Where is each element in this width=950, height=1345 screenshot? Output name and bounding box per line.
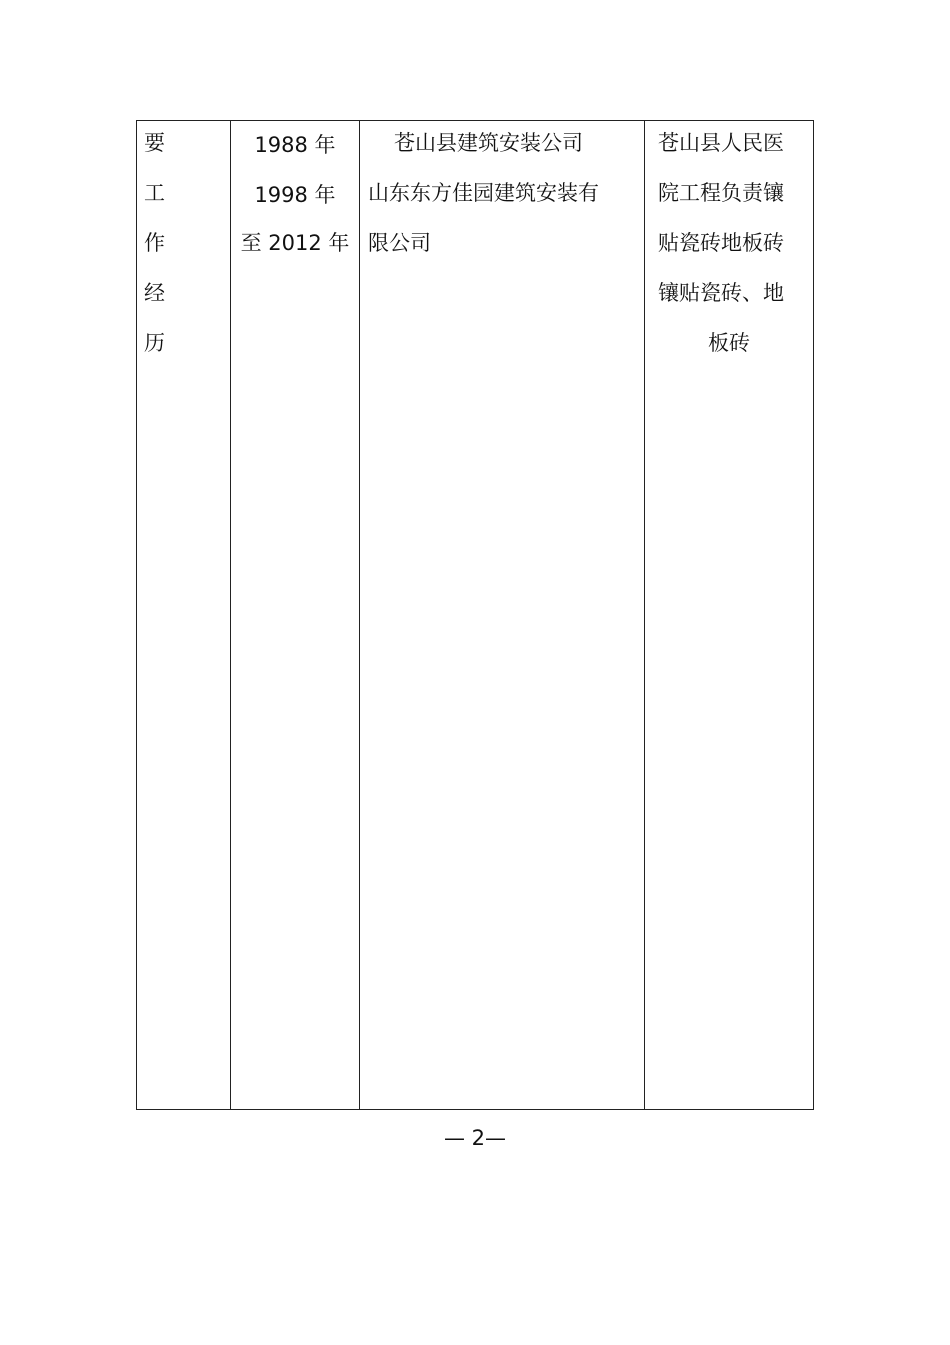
employer-column: [360, 121, 644, 1109]
work-history-table: [136, 120, 814, 1110]
page-number: — 2—: [443, 1126, 507, 1150]
label-char: 作: [144, 231, 165, 255]
duty-column: [645, 121, 813, 1109]
duty-line: 板砖: [708, 331, 750, 355]
duty-line: 院工程负责镶: [658, 181, 784, 205]
label-char: 工: [144, 181, 165, 205]
employer-line: 苍山县建筑安装公司: [394, 131, 583, 155]
period-line: 至 2012 年: [240, 231, 350, 255]
label-char: 要: [144, 131, 165, 155]
duty-line: 镶贴瓷砖、地: [658, 281, 784, 305]
duty-line: 贴瓷砖地板砖: [658, 231, 784, 255]
employer-line: 限公司: [368, 231, 431, 255]
label-char: 历: [144, 331, 165, 355]
employer-line: 山东东方佳园建筑安装有: [368, 181, 599, 205]
duty-line: 苍山县人民医: [658, 131, 784, 155]
period-column: [231, 121, 359, 1109]
label-column: [137, 121, 230, 1109]
period-line: 1988 年: [254, 133, 336, 157]
label-char: 经: [144, 281, 165, 305]
period-line: 1998 年: [254, 183, 336, 207]
